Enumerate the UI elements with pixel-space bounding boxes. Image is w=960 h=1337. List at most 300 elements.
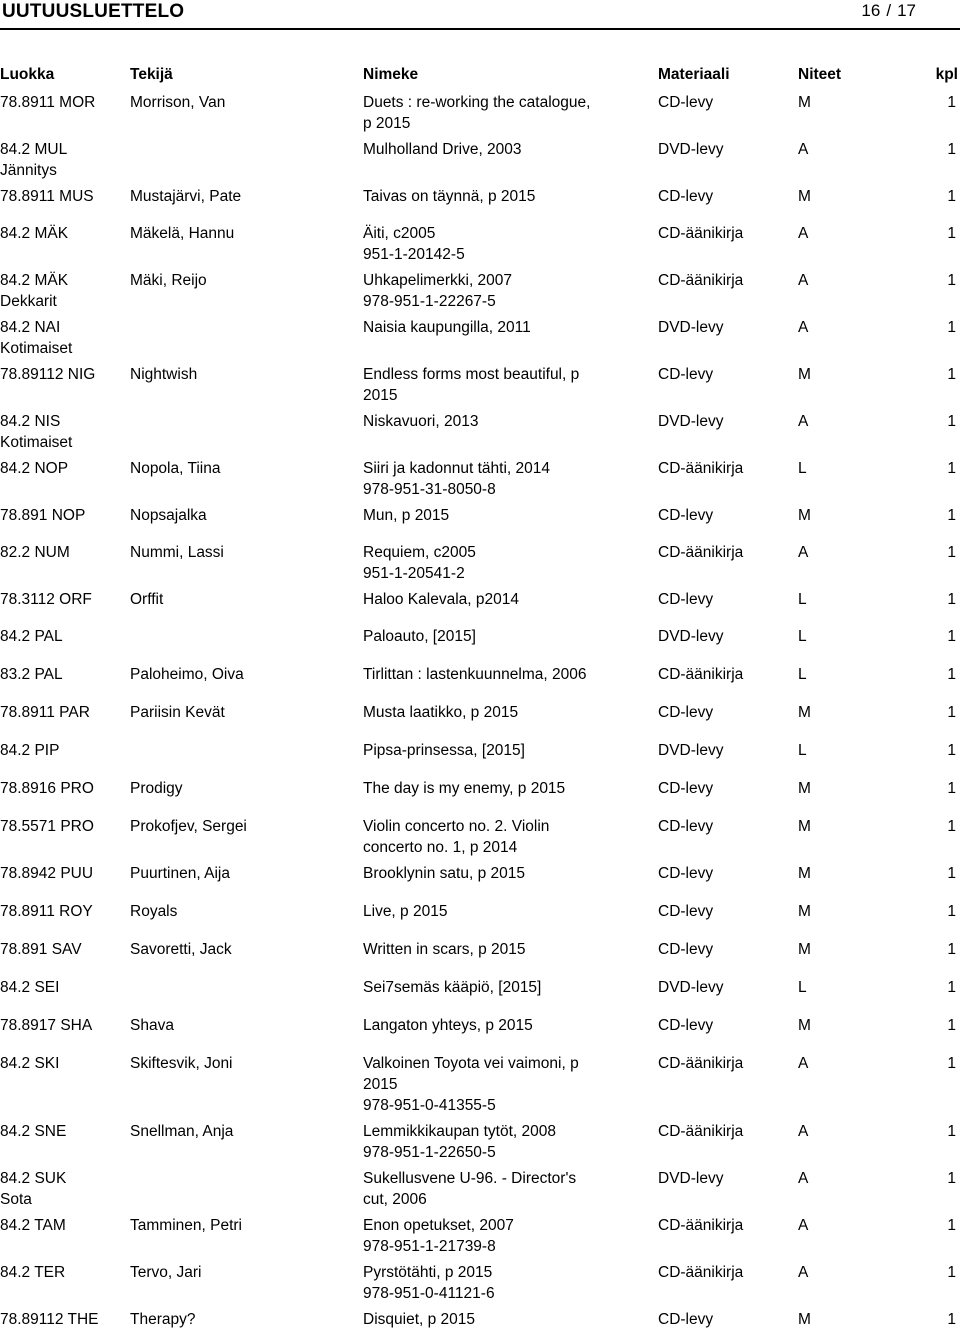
cell-niteet [798, 411, 878, 458]
cell-kpl [878, 1121, 960, 1168]
cell-tekija-text: Mäkelä, Hannu [130, 225, 235, 242]
cell-luokka [0, 778, 130, 816]
cell-nimeke-text: Endless forms most beautiful, p [363, 366, 580, 383]
cell-tekija [130, 778, 363, 816]
cell-luokka2-text: Kotimaiset [0, 434, 73, 451]
cell-luokka [0, 1215, 130, 1262]
cell-materiaali-text: CD-äänikirja [658, 460, 744, 477]
cell-luokka2-text: Dekkarit [0, 293, 57, 310]
cell-materiaali [658, 1215, 798, 1262]
cell-tekija [130, 901, 363, 939]
cell-niteet-text: A [798, 141, 809, 158]
cell-niteet [798, 1215, 878, 1262]
table-row [0, 702, 960, 740]
cell-nimeke [363, 589, 658, 626]
cell-nimeke [363, 702, 658, 740]
cell-luokka-text: 78.8911 ROY [0, 903, 93, 920]
cell-tekija-text: Paloheimo, Oiva [130, 666, 244, 683]
cell-nimeke [363, 458, 658, 505]
cell-niteet-text: M [798, 941, 811, 958]
cell-materiaali-text: CD-levy [658, 865, 714, 882]
cell-tekija-text: Orffit [130, 591, 164, 608]
cell-nimeke-text: Written in scars, p 2015 [363, 941, 526, 958]
cell-niteet [798, 664, 878, 702]
cell-materiaali [658, 1053, 798, 1121]
table-row [0, 270, 960, 317]
cell-kpl [878, 863, 960, 901]
table-row [0, 223, 960, 270]
cell-niteet-text: A [798, 272, 809, 289]
table-row [0, 1215, 960, 1262]
cell-nimeke2-text: 2015 [363, 387, 398, 404]
cell-materiaali [658, 778, 798, 816]
cell-materiaali [658, 542, 798, 589]
cell-nimeke [363, 1015, 658, 1053]
cell-luokka-text: 78.8911 MOR [0, 94, 96, 111]
cell-kpl [878, 1015, 960, 1053]
table-row [0, 1015, 960, 1053]
catalog-table [0, 66, 960, 1335]
cell-niteet-text: L [798, 666, 807, 683]
column-header-luokka: Luokka [0, 66, 55, 83]
cell-luokka [0, 589, 130, 626]
cell-niteet [798, 901, 878, 939]
cell-nimeke2-text: p 2015 [363, 115, 411, 132]
cell-luokka-text: 78.891 SAV [0, 941, 82, 958]
cell-kpl-text: 1 [947, 1170, 956, 1187]
cell-kpl-text: 1 [947, 941, 956, 958]
cell-materiaali-text: CD-äänikirja [658, 1264, 744, 1281]
cell-tekija [130, 186, 363, 223]
cell-tekija-text: Nightwish [130, 366, 198, 383]
cell-tekija-text: Morrison, Van [130, 94, 226, 111]
cell-niteet [798, 139, 878, 186]
cell-luokka-text: 84.2 NOP [0, 460, 69, 477]
cell-niteet-text: A [798, 544, 809, 561]
cell-tekija-text: Royals [130, 903, 178, 920]
current-page: 16 [861, 1, 881, 20]
cell-materiaali-text: CD-äänikirja [658, 1217, 744, 1234]
cell-kpl [878, 458, 960, 505]
cell-kpl-text: 1 [947, 1217, 956, 1234]
table-row [0, 364, 960, 411]
cell-niteet [798, 317, 878, 364]
cell-luokka-text: 84.2 PAL [0, 628, 63, 645]
cell-kpl [878, 1215, 960, 1262]
cell-materiaali [658, 901, 798, 939]
cell-kpl-text: 1 [947, 818, 956, 835]
cell-kpl [878, 664, 960, 702]
cell-materiaali [658, 139, 798, 186]
cell-kpl [878, 702, 960, 740]
cell-nimeke-text: Valkoinen Toyota vei vaimoni, p [363, 1055, 579, 1072]
cell-materiaali-text: CD-levy [658, 507, 714, 524]
cell-materiaali-text: DVD-levy [658, 1170, 724, 1187]
cell-luokka-text: 84.2 NAI [0, 319, 61, 336]
cell-luokka [0, 92, 130, 139]
cell-materiaali-text: CD-levy [658, 94, 714, 111]
cell-materiaali-text: CD-äänikirja [658, 272, 744, 289]
cell-nimeke [363, 1262, 658, 1309]
cell-materiaali [658, 186, 798, 223]
cell-nimeke [363, 778, 658, 816]
cell-niteet [798, 1121, 878, 1168]
cell-nimeke [363, 1121, 658, 1168]
table-row [0, 139, 960, 186]
cell-materiaali-text: CD-levy [658, 818, 714, 835]
cell-kpl-text: 1 [947, 865, 956, 882]
cell-luokka-text: 78.8917 SHA [0, 1017, 93, 1034]
cell-tekija [130, 1053, 363, 1121]
cell-materiaali-text: CD-levy [658, 1017, 714, 1034]
cell-tekija-text: Snellman, Anja [130, 1123, 234, 1140]
cell-tekija [130, 270, 363, 317]
cell-luokka [0, 939, 130, 977]
cell-tekija [130, 1168, 363, 1215]
cell-luokka-text: 78.8942 PUU [0, 865, 94, 882]
cell-kpl [878, 542, 960, 589]
cell-nimeke [363, 816, 658, 863]
cell-nimeke2-text: 951-1-20142-5 [363, 246, 465, 263]
cell-luokka-text: 84.2 MÄK [0, 272, 69, 289]
page-header [0, 0, 960, 30]
cell-nimeke [363, 223, 658, 270]
table-row [0, 505, 960, 542]
cell-luokka-text: 84.2 PIP [0, 742, 60, 759]
cell-niteet-text: L [798, 742, 807, 759]
cell-niteet-text: M [798, 818, 811, 835]
cell-nimeke-text: Siiri ja kadonnut tähti, 2014 [363, 460, 550, 477]
cell-niteet [798, 589, 878, 626]
cell-niteet-text: M [798, 507, 811, 524]
cell-kpl-text: 1 [947, 366, 956, 383]
table-row [0, 1053, 960, 1121]
cell-niteet-text: M [798, 780, 811, 797]
cell-kpl-text: 1 [947, 704, 956, 721]
cell-kpl-text: 1 [947, 1017, 956, 1034]
cell-luokka-text: 78.5571 PRO [0, 818, 94, 835]
cell-kpl [878, 1309, 960, 1335]
cell-niteet [798, 778, 878, 816]
cell-kpl [878, 816, 960, 863]
cell-luokka-text: 84.2 TAM [0, 1217, 66, 1234]
cell-kpl [878, 364, 960, 411]
cell-niteet [798, 1309, 878, 1335]
cell-kpl [878, 939, 960, 977]
cell-niteet-text: M [798, 94, 811, 111]
cell-tekija [130, 542, 363, 589]
cell-tekija-text: Nummi, Lassi [130, 544, 224, 561]
cell-luokka2-text: Sota [0, 1191, 32, 1208]
cell-luokka2-text: Jännitys [0, 162, 57, 179]
cell-niteet-text: A [798, 1264, 809, 1281]
cell-materiaali-text: DVD-levy [658, 742, 724, 759]
column-header-kpl: kpl [935, 66, 958, 83]
cell-nimeke-text: Enon opetukset, 2007 [363, 1217, 514, 1234]
cell-luokka-text: 84.2 SNE [0, 1123, 67, 1140]
cell-niteet-text: M [798, 1311, 811, 1328]
cell-nimeke2-text: 951-1-20541-2 [363, 565, 465, 582]
cell-nimeke-text: Requiem, c2005 [363, 544, 476, 561]
cell-luokka [0, 1015, 130, 1053]
cell-luokka-text: 78.8911 MUS [0, 188, 94, 205]
cell-niteet-text: A [798, 319, 809, 336]
cell-tekija [130, 977, 363, 1015]
cell-luokka [0, 223, 130, 270]
cell-nimeke [363, 1053, 658, 1121]
cell-luokka [0, 626, 130, 664]
cell-nimeke-text: Brooklynin satu, p 2015 [363, 865, 525, 882]
cell-kpl-text: 1 [947, 141, 956, 158]
cell-niteet-text: L [798, 628, 807, 645]
cell-tekija [130, 816, 363, 863]
cell-luokka [0, 364, 130, 411]
cell-niteet [798, 505, 878, 542]
cell-materiaali [658, 1309, 798, 1335]
cell-materiaali [658, 317, 798, 364]
table-row [0, 664, 960, 702]
cell-niteet [798, 364, 878, 411]
cell-niteet-text: L [798, 591, 807, 608]
cell-luokka-text: 83.2 PAL [0, 666, 63, 683]
cell-kpl-text: 1 [947, 460, 956, 477]
cell-nimeke2-text: 978-951-1-22650-5 [363, 1144, 496, 1161]
cell-niteet-text: M [798, 865, 811, 882]
cell-kpl [878, 92, 960, 139]
cell-niteet [798, 1053, 878, 1121]
cell-tekija-text: Prodigy [130, 780, 183, 797]
cell-nimeke [363, 186, 658, 223]
cell-nimeke [363, 1309, 658, 1335]
cell-nimeke2-text: 2015 [363, 1076, 398, 1093]
cell-tekija-text: Nopola, Tiina [130, 460, 221, 477]
cell-luokka [0, 317, 130, 364]
cell-niteet-text: A [798, 1217, 809, 1234]
cell-materiaali [658, 816, 798, 863]
cell-materiaali [658, 92, 798, 139]
table-row [0, 939, 960, 977]
page-title: UUTUUSLUETTELO [2, 1, 185, 22]
cell-nimeke2-text: cut, 2006 [363, 1191, 427, 1208]
cell-luokka [0, 863, 130, 901]
cell-kpl [878, 270, 960, 317]
cell-niteet [798, 816, 878, 863]
cell-materiaali [658, 364, 798, 411]
cell-nimeke [363, 901, 658, 939]
cell-niteet [798, 186, 878, 223]
cell-nimeke3-text: 978-951-0-41355-5 [363, 1097, 496, 1114]
page-separator: / [886, 1, 892, 20]
cell-luokka [0, 542, 130, 589]
cell-luokka [0, 664, 130, 702]
cell-niteet-text: A [798, 225, 809, 242]
cell-nimeke2-text: 978-951-1-22267-5 [363, 293, 496, 310]
cell-nimeke-text: Live, p 2015 [363, 903, 448, 920]
cell-tekija-text: Shava [130, 1017, 174, 1034]
cell-nimeke2-text: concerto no. 1, p 2014 [363, 839, 518, 856]
cell-luokka-text: 82.2 NUM [0, 544, 70, 561]
cell-materiaali [658, 1262, 798, 1309]
cell-materiaali-text: CD-levy [658, 780, 714, 797]
cell-materiaali-text: CD-äänikirja [658, 666, 744, 683]
table-row [0, 1121, 960, 1168]
cell-nimeke-text: Sukellusvene U-96. - Director's [363, 1170, 577, 1187]
cell-tekija [130, 863, 363, 901]
column-header-tekija: Tekijä [130, 66, 173, 83]
cell-luokka-text: 84.2 SUK [0, 1170, 67, 1187]
cell-materiaali [658, 977, 798, 1015]
cell-materiaali-text: CD-äänikirja [658, 1055, 744, 1072]
cell-luokka-text: 78.89112 THE [0, 1311, 99, 1328]
cell-nimeke2-text: 978-951-31-8050-8 [363, 481, 496, 498]
cell-nimeke-text: Mun, p 2015 [363, 507, 450, 524]
cell-nimeke [363, 270, 658, 317]
cell-tekija [130, 664, 363, 702]
page-number [861, 1, 916, 21]
cell-tekija-text: Prokofjev, Sergei [130, 818, 247, 835]
cell-kpl [878, 740, 960, 778]
cell-niteet [798, 1168, 878, 1215]
table-row [0, 317, 960, 364]
cell-kpl [878, 977, 960, 1015]
cell-kpl [878, 901, 960, 939]
cell-luokka [0, 702, 130, 740]
cell-tekija-text: Pariisin Kevät [130, 704, 225, 721]
cell-nimeke-text: Langaton yhteys, p 2015 [363, 1017, 533, 1034]
cell-kpl-text: 1 [947, 979, 956, 996]
cell-kpl-text: 1 [947, 225, 956, 242]
cell-kpl-text: 1 [947, 188, 956, 205]
cell-luokka [0, 186, 130, 223]
cell-nimeke [363, 939, 658, 977]
total-pages: 17 [897, 1, 916, 20]
cell-materiaali [658, 458, 798, 505]
table-row [0, 901, 960, 939]
cell-tekija [130, 1262, 363, 1309]
cell-luokka [0, 1168, 130, 1215]
cell-nimeke [363, 92, 658, 139]
cell-luokka-text: 78.8916 PRO [0, 780, 94, 797]
cell-materiaali-text: CD-äänikirja [658, 544, 744, 561]
cell-nimeke-text: Taivas on täynnä, p 2015 [363, 188, 536, 205]
cell-nimeke [363, 977, 658, 1015]
cell-nimeke [363, 139, 658, 186]
cell-luokka [0, 816, 130, 863]
cell-luokka [0, 1309, 130, 1335]
cell-kpl-text: 1 [947, 903, 956, 920]
table-row [0, 778, 960, 816]
cell-nimeke-text: Pipsa-prinsessa, [2015] [363, 742, 525, 759]
cell-nimeke-text: Musta laatikko, p 2015 [363, 704, 519, 721]
column-header-niteet: Niteet [798, 66, 842, 83]
cell-materiaali-text: DVD-levy [658, 413, 724, 430]
cell-kpl [878, 778, 960, 816]
cell-luokka-text: 84.2 NIS [0, 413, 61, 430]
cell-tekija [130, 364, 363, 411]
cell-materiaali-text: CD-äänikirja [658, 225, 744, 242]
cell-luokka [0, 411, 130, 458]
cell-materiaali [658, 411, 798, 458]
cell-niteet-text: A [798, 1123, 809, 1140]
cell-luokka [0, 1053, 130, 1121]
cell-nimeke-text: Lemmikkikaupan tytöt, 2008 [363, 1123, 556, 1140]
cell-luokka-text: 78.891 NOP [0, 507, 86, 524]
cell-nimeke-text: Äiti, c2005 [363, 225, 436, 242]
cell-kpl [878, 186, 960, 223]
cell-materiaali [658, 270, 798, 317]
cell-tekija [130, 139, 363, 186]
cell-nimeke [363, 411, 658, 458]
cell-tekija [130, 589, 363, 626]
cell-materiaali-text: CD-levy [658, 941, 714, 958]
cell-tekija [130, 223, 363, 270]
cell-luokka [0, 1121, 130, 1168]
cell-tekija-text: Tervo, Jari [130, 1264, 202, 1281]
cell-materiaali [658, 702, 798, 740]
cell-kpl-text: 1 [947, 272, 956, 289]
cell-materiaali [658, 863, 798, 901]
cell-kpl [878, 223, 960, 270]
cell-luokka-text: 78.3112 ORF [0, 591, 92, 608]
cell-materiaali [658, 223, 798, 270]
cell-kpl-text: 1 [947, 1123, 956, 1140]
cell-nimeke-text: Sei7semäs kääpiö, [2015] [363, 979, 542, 996]
table-row [0, 816, 960, 863]
cell-tekija [130, 411, 363, 458]
cell-tekija [130, 458, 363, 505]
cell-tekija-text: Tamminen, Petri [130, 1217, 242, 1234]
cell-nimeke [363, 740, 658, 778]
table-header-row [0, 66, 960, 92]
cell-materiaali-text: DVD-levy [658, 319, 724, 336]
cell-tekija [130, 939, 363, 977]
cell-niteet [798, 626, 878, 664]
cell-kpl-text: 1 [947, 1311, 956, 1328]
cell-luokka [0, 270, 130, 317]
cell-luokka [0, 740, 130, 778]
cell-nimeke [363, 664, 658, 702]
cell-nimeke2-text: 978-951-1-21739-8 [363, 1238, 496, 1255]
cell-materiaali [658, 1168, 798, 1215]
cell-nimeke-text: Paloauto, [2015] [363, 628, 476, 645]
cell-tekija-text: Skiftesvik, Joni [130, 1055, 233, 1072]
table-body [0, 92, 960, 1335]
cell-niteet [798, 702, 878, 740]
cell-nimeke [363, 505, 658, 542]
cell-kpl [878, 1262, 960, 1309]
cell-materiaali-text: DVD-levy [658, 979, 724, 996]
cell-materiaali-text: DVD-levy [658, 628, 724, 645]
cell-materiaali-text: CD-levy [658, 188, 714, 205]
cell-materiaali-text: CD-levy [658, 704, 714, 721]
cell-tekija-text: Mustajärvi, Pate [130, 188, 242, 205]
cell-materiaali-text: CD-levy [658, 591, 714, 608]
cell-luokka-text: 84.2 MUL [0, 141, 68, 158]
cell-niteet [798, 977, 878, 1015]
cell-luokka-text: 84.2 SEI [0, 979, 60, 996]
cell-tekija-text: Mäki, Reijo [130, 272, 207, 289]
cell-kpl-text: 1 [947, 666, 956, 683]
cell-kpl-text: 1 [947, 94, 956, 111]
cell-materiaali-text: CD-levy [658, 1311, 714, 1328]
table-row [0, 411, 960, 458]
table-row [0, 589, 960, 626]
cell-materiaali [658, 1121, 798, 1168]
cell-materiaali [658, 664, 798, 702]
table-row [0, 1262, 960, 1309]
cell-materiaali [658, 1015, 798, 1053]
cell-nimeke-text: Niskavuori, 2013 [363, 413, 479, 430]
